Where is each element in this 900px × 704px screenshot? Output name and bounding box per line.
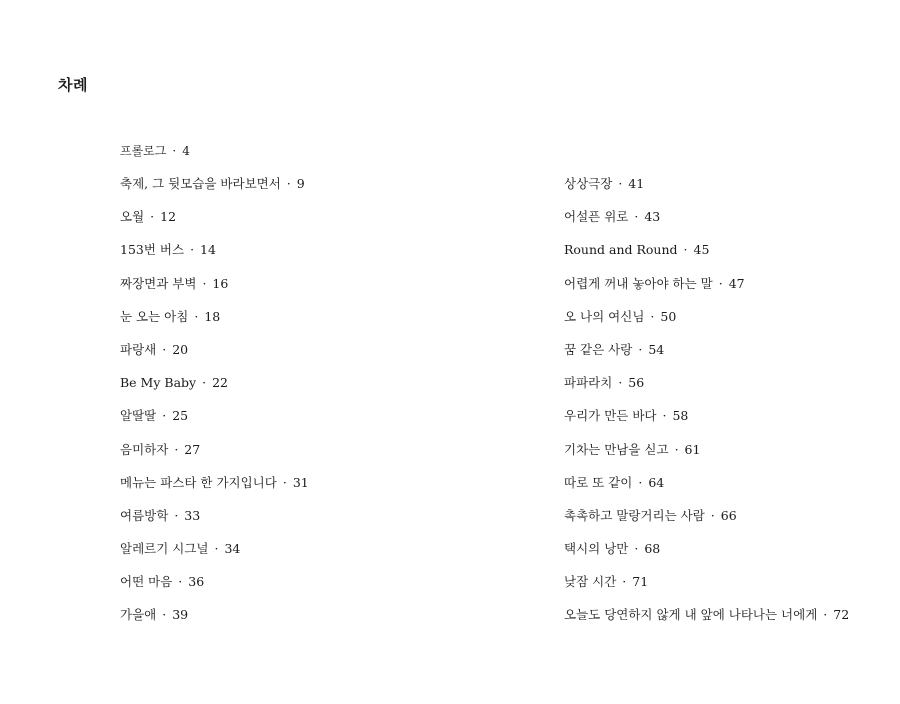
toc-separator: ·: [286, 176, 291, 191]
toc-entry-title: 알레르기 시그널: [120, 541, 209, 557]
toc-entry[interactable]: [120, 572, 309, 605]
toc-entry[interactable]: [120, 340, 309, 373]
toc-separator: ·: [150, 209, 155, 225]
toc-entry-page: 16: [212, 275, 229, 291]
toc-entry[interactable]: [564, 539, 849, 572]
toc-entry[interactable]: [564, 207, 849, 240]
toc-entry-page: 56: [628, 375, 645, 391]
toc-entry[interactable]: [120, 539, 309, 572]
toc-separator: ·: [190, 242, 195, 258]
toc-separator: ·: [638, 341, 643, 357]
toc-entry-page: 68: [644, 541, 661, 557]
toc-entry-page: 9: [296, 176, 305, 191]
toc-entry-title: 파랑새: [120, 341, 157, 357]
toc-separator: ·: [162, 607, 167, 623]
toc-entry-title: 촉촉하고 말랑거리는 사람: [564, 507, 705, 523]
toc-entry[interactable]: [564, 605, 849, 638]
toc-entry-page: 12: [160, 209, 177, 225]
toc-entry-title: 프롤로그: [120, 144, 167, 158]
toc-entry-title: 축제, 그 뒷모습을 바라보면서: [120, 176, 281, 191]
toc-entry-title: 음미하자: [120, 441, 169, 457]
toc-entry[interactable]: [564, 572, 849, 605]
toc-separator: ·: [162, 341, 167, 357]
toc-entry[interactable]: [564, 440, 849, 473]
toc-entry[interactable]: [120, 406, 309, 439]
toc-separator: ·: [823, 607, 828, 623]
toc-separator: ·: [618, 176, 623, 191]
toc-entry[interactable]: [564, 340, 849, 373]
toc-entry[interactable]: [120, 174, 309, 207]
toc-separator: ·: [172, 144, 177, 158]
toc-entry-page: 4: [182, 144, 190, 158]
toc-separator: ·: [622, 574, 627, 590]
toc-entry-page: 25: [172, 408, 189, 424]
toc-entry[interactable]: [120, 274, 309, 307]
toc-entry-title: 가을애: [120, 607, 157, 623]
toc-entry-page: 45: [693, 242, 710, 258]
toc-separator: ·: [202, 375, 207, 391]
toc-separator: ·: [634, 209, 639, 225]
toc-separator: ·: [683, 242, 688, 258]
toc-separator: ·: [638, 474, 643, 490]
toc-entry-page: 36: [188, 574, 205, 590]
toc-separator: ·: [174, 441, 179, 457]
toc-right-column: [564, 174, 849, 639]
toc-separator: ·: [710, 507, 715, 523]
toc-entry-page: 47: [728, 275, 745, 291]
toc-separator: ·: [178, 574, 183, 590]
toc-separator: ·: [718, 275, 723, 291]
toc-separator: ·: [634, 541, 639, 557]
toc-separator: ·: [174, 507, 179, 523]
toc-entry-title: 어렵게 꺼내 놓아야 하는 말: [564, 275, 713, 291]
toc-entry[interactable]: [120, 473, 309, 506]
toc-entry-page: 20: [172, 341, 189, 357]
toc-entry-title: 기차는 만남을 싣고: [564, 441, 669, 457]
toc-entry[interactable]: [564, 240, 849, 273]
toc-entry-title: 어설픈 위로: [564, 209, 629, 225]
toc-entry-title: 짜장면과 부벽: [120, 275, 197, 291]
toc-entry-page: 31: [292, 474, 309, 490]
toc-separator: ·: [662, 408, 667, 424]
toc-entry-page: 64: [648, 474, 665, 490]
toc-entry-page: 50: [660, 308, 677, 324]
toc-entry-title: 낮잠 시간: [564, 574, 617, 590]
toc-entry[interactable]: [564, 506, 849, 539]
toc-entry-title: 따로 또 같이: [564, 474, 633, 490]
toc-entry[interactable]: [564, 406, 849, 439]
toc-entry-page: 14: [200, 242, 216, 258]
toc-entry[interactable]: [564, 373, 849, 406]
toc-entry-page: 39: [172, 607, 189, 623]
toc-entry[interactable]: [564, 274, 849, 307]
toc-separator: ·: [162, 408, 167, 424]
toc-separator: ·: [618, 375, 623, 391]
toc-entry-title: 택시의 낭만: [564, 541, 629, 557]
toc-entry-title: 우리가 만든 바다: [564, 408, 657, 424]
toc-separator: ·: [674, 441, 679, 457]
toc-entry-page: 61: [684, 441, 701, 457]
toc-entry-title: 153번 버스: [120, 242, 185, 258]
toc-entry-prologue[interactable]: [120, 142, 190, 159]
toc-entry-title: 메뉴는 파스타 한 가지입니다: [120, 474, 277, 490]
toc-entry-page: 33: [184, 507, 201, 523]
toc-entry-title: 오늘도 당연하지 않게 내 앞에 나타나는 너에게: [564, 607, 818, 623]
toc-entry-title: 꿈 같은 사랑: [564, 341, 633, 357]
toc-entry-title: 파파라치: [564, 375, 613, 391]
toc-separator: ·: [282, 474, 287, 490]
toc-entry[interactable]: [120, 506, 309, 539]
toc-entry-title: 어떤 마음: [120, 574, 173, 590]
toc-entry-page: 22: [212, 375, 228, 391]
toc-left-column: [120, 174, 309, 639]
toc-entry-page: 27: [184, 441, 201, 457]
toc-entry-page: 41: [628, 176, 645, 191]
toc-separator: ·: [650, 308, 655, 324]
toc-separator: ·: [214, 541, 219, 557]
toc-entry[interactable]: [564, 473, 849, 506]
toc-separator: ·: [202, 275, 207, 291]
toc-entry-page: 71: [632, 574, 649, 590]
toc-entry-title: 오월: [120, 209, 145, 225]
toc-entry-page: 43: [644, 209, 661, 225]
toc-entry[interactable]: [120, 605, 309, 638]
toc-entry-title: 알딸딸: [120, 408, 157, 424]
page-title: 차례: [58, 76, 88, 94]
toc-entry-title: 여름방학: [120, 507, 169, 523]
toc-entry[interactable]: [120, 373, 309, 406]
toc-entry-title: Be My Baby: [120, 375, 197, 391]
toc-entry[interactable]: [120, 440, 309, 473]
toc-entry-title: 눈 오는 아침: [120, 308, 189, 324]
toc-entry-page: 18: [204, 308, 221, 324]
toc-entry-title: 상상극장: [564, 176, 613, 191]
toc-entry-page: 54: [648, 341, 665, 357]
toc-entry[interactable]: [564, 307, 849, 340]
toc-separator: ·: [194, 308, 199, 324]
toc-entry[interactable]: [564, 174, 849, 207]
toc-entry-page: 58: [672, 408, 689, 424]
toc-entry-page: 34: [224, 541, 241, 557]
toc-entry[interactable]: [120, 240, 309, 273]
toc-entry-page: 72: [833, 607, 850, 623]
toc-entry-title: Round and Round: [564, 242, 678, 258]
toc-entry[interactable]: [120, 207, 309, 240]
toc-entry-title: 오 나의 여신님: [564, 308, 645, 324]
toc-entry-page: 66: [720, 507, 737, 523]
toc-entry[interactable]: [120, 307, 309, 340]
